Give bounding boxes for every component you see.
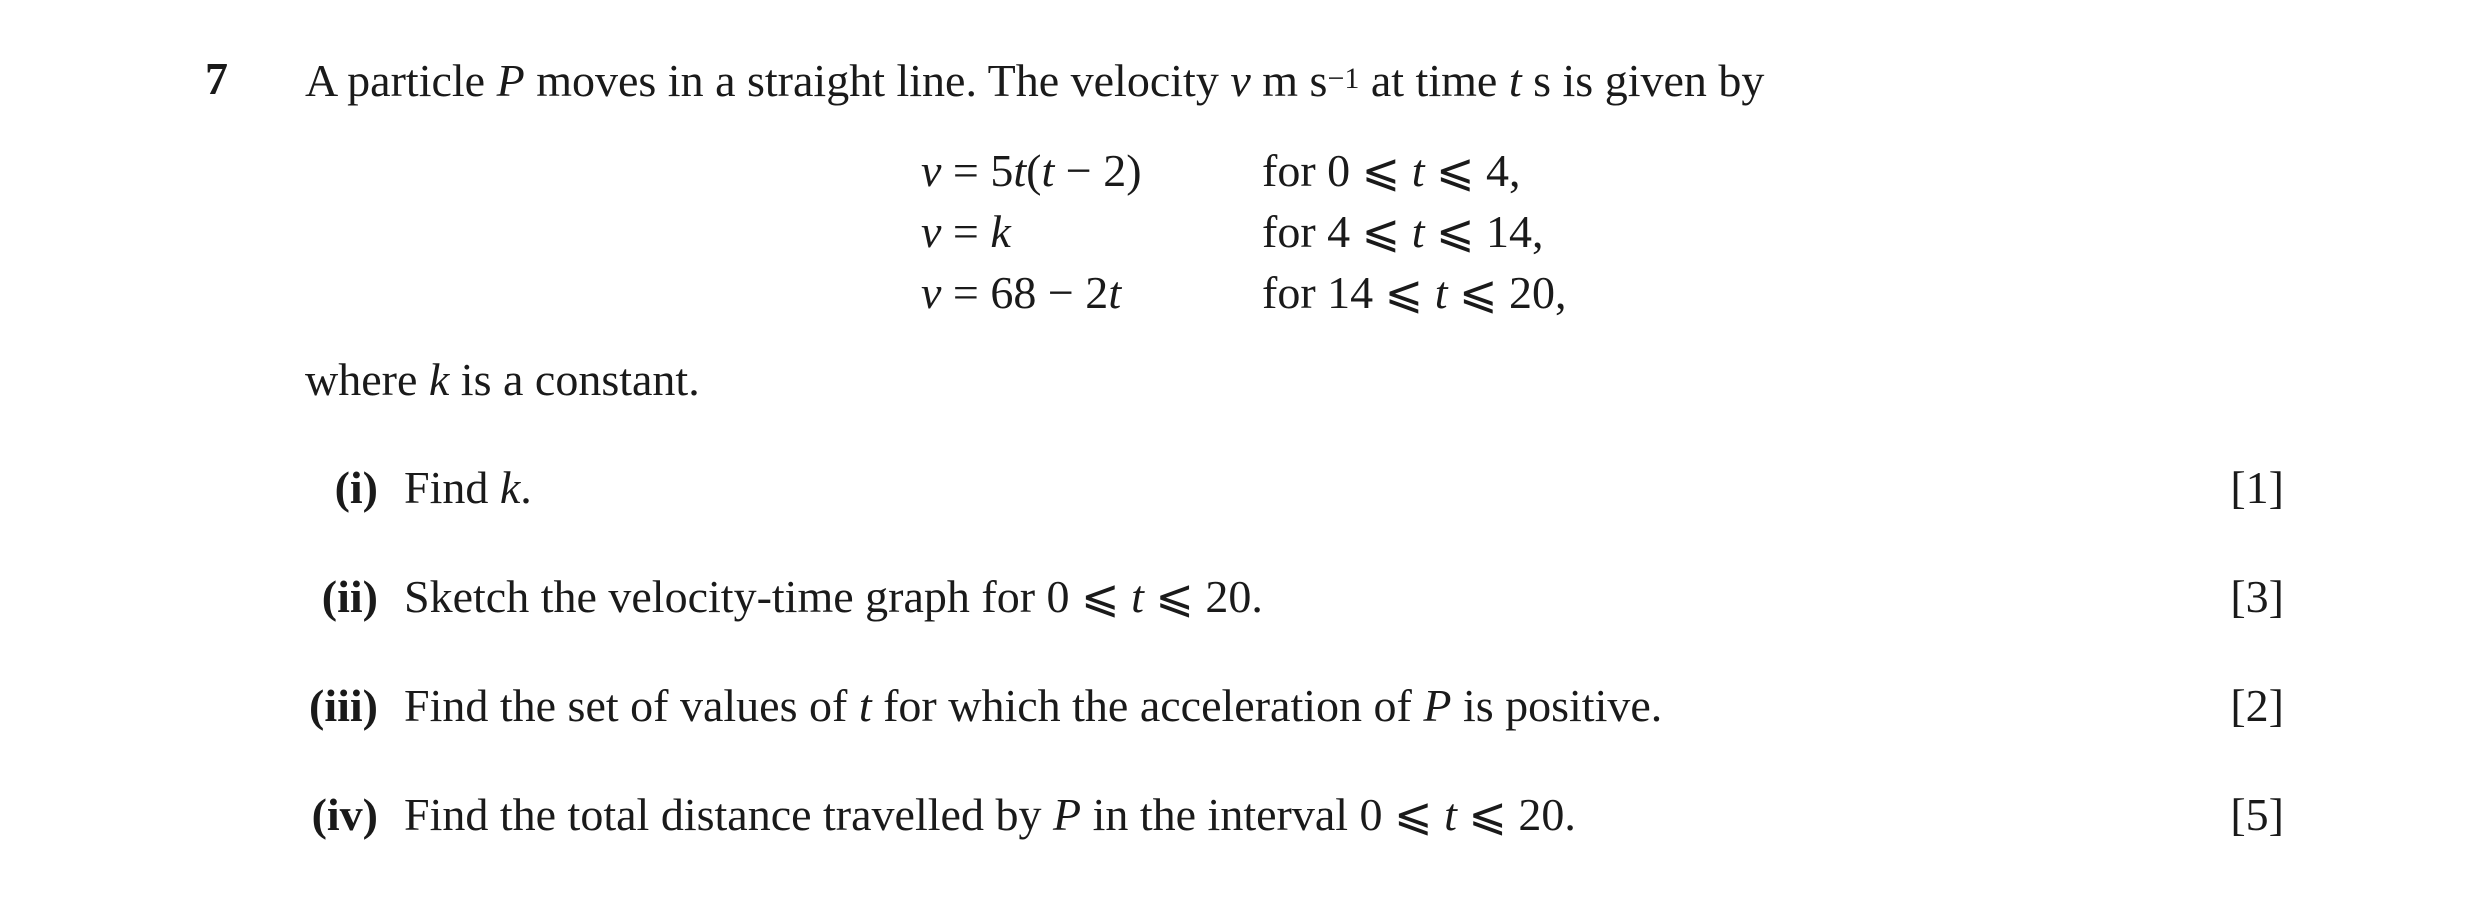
part-text-segment: t <box>1444 789 1457 840</box>
equation-rhs-segment: = 68 − 2 <box>941 267 1109 318</box>
after-text-2: is a constant. <box>449 354 700 405</box>
equation-condition-segment: t <box>1434 267 1448 318</box>
part-text-segment: . <box>520 462 532 513</box>
equation-condition-segment: t <box>1411 145 1425 196</box>
equation-2-condition <box>1262 206 1544 257</box>
part-text-segment: Sketch the velocity-time graph for 0 ⩽ <box>404 571 1132 622</box>
part-marks: [5] <box>2230 789 2284 840</box>
part-text <box>404 680 1663 731</box>
after-text-1: where <box>305 354 429 405</box>
after-constant-k: k <box>428 354 450 405</box>
equation-1-condition <box>1262 145 1521 196</box>
part-text-segment: P <box>1423 680 1452 731</box>
part-text-segment: Find <box>404 462 500 513</box>
part-text <box>404 571 1263 622</box>
equation-condition-segment: for 0 ⩽ <box>1262 145 1412 196</box>
equation-condition-segment: ⩽ 20, <box>1447 267 1567 318</box>
part-text-segment: Find the set of values of <box>404 680 859 731</box>
equation-variable-v: v <box>921 145 942 196</box>
equation-rhs-segment: = <box>941 206 991 257</box>
stem-velocity-v: v <box>1230 55 1251 106</box>
stem-text-4: at time <box>1359 55 1509 106</box>
equation-variable-v: v <box>921 267 942 318</box>
part-text-segment: t <box>858 680 872 731</box>
equation-2-lhs <box>921 206 1011 257</box>
stem-text-5: s is given by <box>1521 55 1765 106</box>
equation-rhs-segment: ( <box>1026 145 1042 196</box>
part-text-segment: k <box>499 462 521 513</box>
part-text <box>404 462 532 513</box>
equation-condition-segment: for 14 ⩽ <box>1262 267 1435 318</box>
part-marks: [1] <box>2230 462 2284 513</box>
part-text-segment: Find the total distance travelled by <box>404 789 1053 840</box>
equation-1-lhs <box>921 145 1142 196</box>
stem-text-3: m s <box>1250 55 1328 106</box>
part-label: (i) <box>334 462 378 513</box>
question-number: 7 <box>205 53 228 104</box>
equation-condition-segment: ⩽ 4, <box>1424 145 1521 196</box>
equation-rhs-segment: k <box>990 206 1011 257</box>
stem-text-2: moves in a straight line. The velocity <box>524 55 1231 106</box>
part-marks: [3] <box>2230 571 2284 622</box>
part-label: (iv) <box>311 789 378 840</box>
equation-condition-segment: for 4 ⩽ <box>1262 206 1412 257</box>
part-text <box>404 789 1576 840</box>
part-marks: [2] <box>2230 680 2284 731</box>
equation-condition-segment: t <box>1411 206 1425 257</box>
part-label: (ii) <box>321 571 378 622</box>
part-text-segment: is positive. <box>1451 680 1663 731</box>
part-text-segment: ⩽ 20. <box>1143 571 1263 622</box>
equation-rhs-segment: t <box>1108 267 1122 318</box>
part-text-segment: ⩽ 20. <box>1456 789 1576 840</box>
equation-3-condition <box>1262 267 1567 318</box>
equation-condition-segment: ⩽ 14, <box>1424 206 1544 257</box>
equation-rhs-segment: − 2) <box>1054 145 1142 196</box>
stem-exponent: −1 <box>1327 62 1360 95</box>
equation-variable-v: v <box>921 206 942 257</box>
part-text-segment: P <box>1052 789 1082 840</box>
equation-rhs-segment: = 5 <box>941 145 1014 196</box>
constant-note <box>305 354 700 405</box>
equation-3-lhs <box>921 267 1122 318</box>
equation-rhs-segment: t <box>1013 145 1027 196</box>
stem-text-1: A particle <box>305 55 497 106</box>
part-text-segment: for which the acceleration of <box>871 680 1424 731</box>
equation-rhs-segment: t <box>1041 145 1055 196</box>
stem-particle-P: P <box>496 55 525 106</box>
question-stem <box>305 55 1765 106</box>
part-label: (iii) <box>309 680 378 731</box>
part-text-segment: t <box>1131 571 1144 622</box>
part-text-segment: in the interval 0 ⩽ <box>1081 789 1445 840</box>
stem-time-t: t <box>1508 55 1522 106</box>
